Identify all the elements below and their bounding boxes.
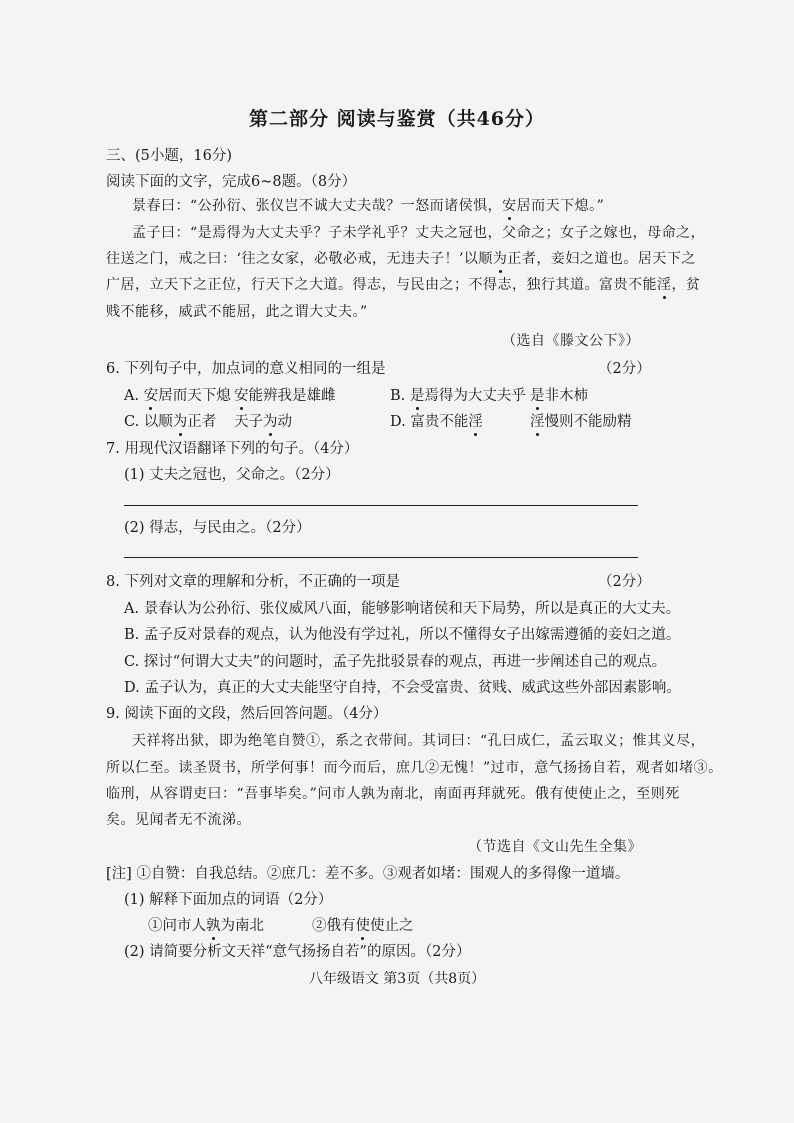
q7-sentence-2: (2) 得志，与民由之。（2分）: [124, 520, 311, 536]
q6-option-a2: [234, 384, 336, 405]
text: 天子: [234, 414, 263, 430]
q8-option-c: C. 探讨“何谓大丈夫”的问题时，孟子先批驳景春的观点，再进一步阐述自己的观点。: [124, 654, 667, 670]
reading-intro: 阅读下面的文字，完成6~8题。（8分）: [106, 174, 357, 190]
text: 正者: [187, 414, 217, 430]
dotted-char: 淫: [657, 274, 672, 294]
dotted-char: 安: [502, 195, 517, 215]
q8-stem: 8. 下列对文章的理解和分析，不正确的一项是: [106, 574, 400, 590]
q9-stem: 9. 阅读下面的文段，然后回答问题。（4分）: [106, 706, 388, 722]
dotted-char: 安: [144, 384, 159, 405]
q6-option-c2: [234, 410, 292, 431]
page-footer: 八年级语文 第3页（共8页）: [308, 971, 486, 987]
q8-option-a: A. 景春认为公孙衍、张仪威风八面，能够影响诸侯和天下局势，所以是真正的大丈夫。: [124, 601, 681, 617]
passage-line-2: 孟子曰：“是焉得为大丈夫乎？子未学礼乎？丈夫之冠也，父命之；女子之嫁也，母命之，: [132, 225, 706, 241]
dotted-char: 为: [493, 248, 508, 268]
text: 广居，立天下之正位，行天下之大道。得志，与民由之；不得志，独行其道。富贵不能: [106, 277, 657, 293]
text: ②俄有: [312, 918, 356, 934]
section-heading: 三、(5小题，16分): [106, 148, 232, 164]
q6-option-c1: [124, 410, 216, 431]
q9-passage-line-3: 临刑，从容谓吏曰：“吾事毕矣。”问市人孰为南北，南面再拜就死。俄有使使止之，至则死: [106, 786, 680, 802]
q9-source: （节选自《文山先生全集》: [468, 839, 642, 855]
q8-option-b: B. 孟子反对景春的观点，认为他没有学过礼，所以不懂得女子出嫁需遵循的妾妇之道。: [124, 627, 681, 643]
answer-line[interactable]: [124, 557, 638, 558]
q9-sub-question-2: (2) 请简要分析文天祥“意气扬扬自若”的原因。（2分）: [124, 944, 471, 960]
dotted-char: 为: [263, 410, 278, 431]
q9-item-2: [312, 914, 414, 935]
q7-stem: 7. 用现代汉语翻译下列的句子。（4分）: [106, 441, 359, 457]
passage-line-3: [106, 248, 696, 268]
dotted-char: 使: [356, 914, 371, 935]
text: 为南北: [220, 918, 264, 934]
passage-source: （选自《滕文公下》）: [502, 333, 640, 349]
q6-score: （2分）: [598, 361, 651, 377]
page-title: 第二部分 阅读与鉴赏（共46分）: [248, 108, 546, 130]
q9-passage-line-2: 所以仁至。读圣贤书，所学何事！而今而后，庶几②无愧！”过市，意气扬扬自若，观者如堵③。: [106, 760, 723, 776]
q9-note: [注] ①自赞：自我总结。②庶几：差不多。③观者如堵：围观人的多得像一道墙。: [106, 866, 630, 882]
text: B.: [390, 388, 410, 404]
passage-line-5: 贱不能移，威武不能屈，此之谓大丈夫。”: [106, 304, 368, 320]
q9-item-1: [148, 914, 264, 935]
dotted-char: 是: [410, 384, 425, 405]
text: ，贫: [671, 277, 701, 293]
text: ①问市人: [148, 918, 206, 934]
q7-sentence-1: (1) 丈夫之冠也，父命之。（2分）: [124, 467, 340, 483]
q8-option-d: D. 孟子认为，真正的大丈夫能坚守自持，不会受富贵、贫贱、威武这些外部因素影响。: [124, 680, 681, 696]
text: 使止之: [370, 918, 414, 934]
text: A.: [124, 388, 144, 404]
answer-line[interactable]: [124, 505, 638, 506]
text: 焉得为大丈夫乎: [424, 388, 526, 404]
text: 居而天下熄。”: [516, 198, 605, 214]
text: 慢则不能励精: [544, 414, 632, 430]
passage-line-1: [132, 195, 604, 215]
dotted-char: 孰: [206, 914, 221, 935]
text: 往送之门，戒之曰：‘往之女家，必敬必戒，无违夫子！’以顺: [106, 251, 493, 267]
q6-option-b2: [530, 384, 588, 405]
dotted-char: 淫: [468, 410, 483, 431]
q6-option-d1: [390, 410, 483, 431]
dotted-char: 安: [234, 384, 249, 405]
q9-passage-line-4: 矣。见闻者无不流涕。: [106, 812, 251, 828]
q6-option-d2: [530, 410, 632, 431]
q6-stem: 6. 下列句子中，加点词的意义相同的一组是: [106, 361, 386, 377]
q8-score: （2分）: [598, 574, 651, 590]
text: 能辨我是雄雌: [248, 388, 336, 404]
q9-sub-question-1: (1) 解释下面加点的词语（2分）: [124, 892, 333, 908]
text: 正者，妾妇之道也。居天下之: [507, 251, 696, 267]
dotted-char: 淫: [530, 410, 545, 431]
dotted-char: 是: [530, 384, 545, 405]
text: 景春曰：“公孙衍、张仪岂不诚大丈夫哉？一怒而诸侯惧，: [132, 198, 503, 214]
text: D. 富贵不能: [390, 414, 469, 430]
text: C. 以顺: [124, 414, 173, 430]
text: 非木柿: [544, 388, 588, 404]
q9-passage-line-1: 天祥将出狱，即为绝笔自赞①，系之衣带间。其词曰：“孔曰成仁，孟云取义；惟其义尽，: [132, 733, 706, 749]
passage-line-4: [106, 274, 701, 294]
text: 动: [277, 414, 292, 430]
q6-option-b1: [390, 384, 526, 405]
q6-option-a1: [124, 384, 231, 405]
text: 居而天下熄: [158, 388, 231, 404]
dotted-char: 为: [173, 410, 188, 431]
